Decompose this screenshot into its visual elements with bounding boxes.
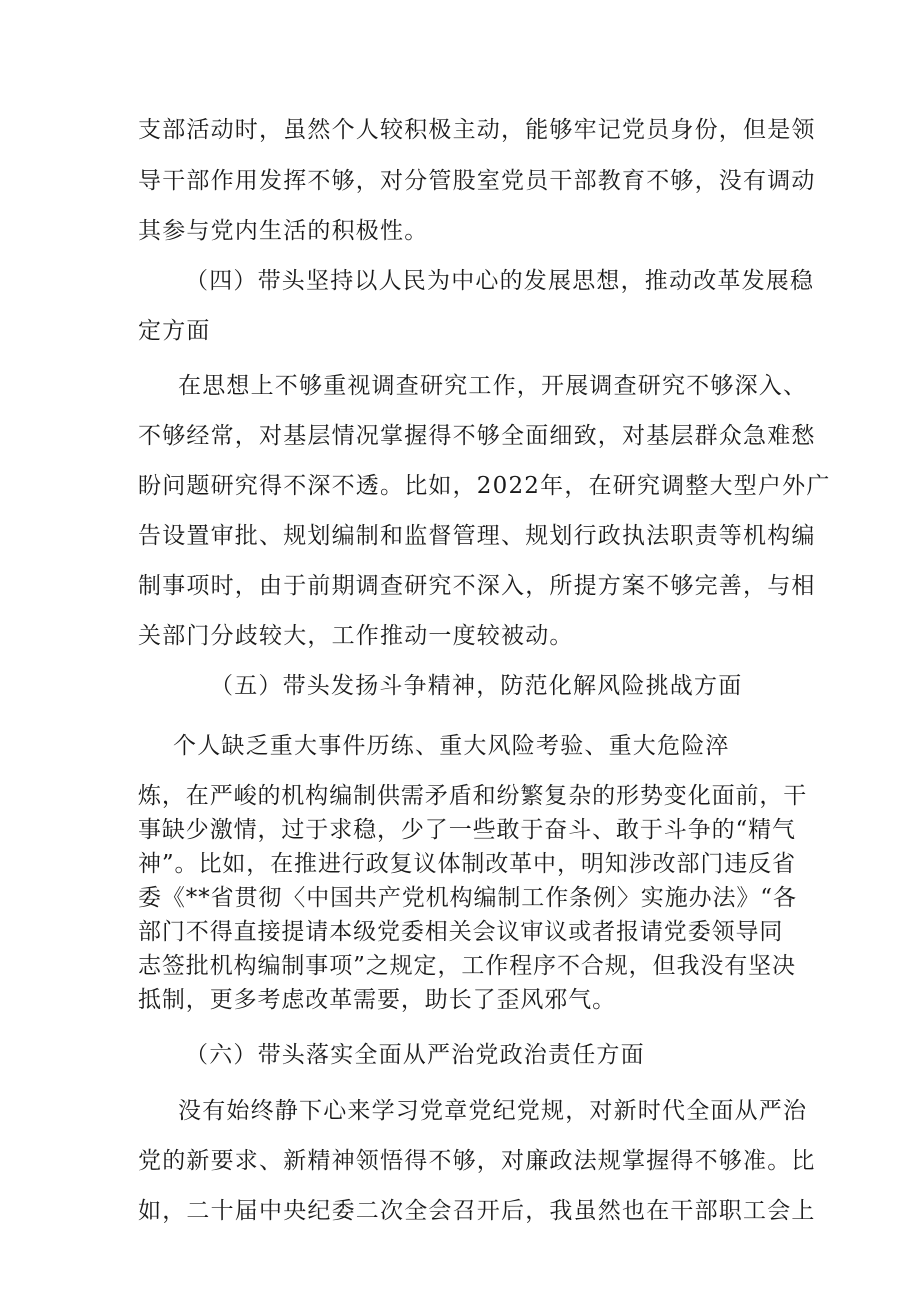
text-line: 导干部作用发挥不够，对分管股室党员干部教育不够，没有调动: [138, 168, 816, 194]
text-line: 制事项时，由于前期调查研究不深入，所提方案不够完善，与相: [138, 573, 816, 599]
text-line: 支部活动时，虽然个人较积极主动，能够牢记党员身份，但是领: [138, 117, 816, 143]
text-line: 神”。比如，在推进行政复议体制改革中，明知涉改部门违反省: [138, 851, 796, 877]
text-line: 盼问题研究得不深不透。比如，2022年，在研究调整大型户外广: [138, 473, 831, 499]
text-line: 关部门分歧较大，工作推动一度较被动。: [138, 623, 574, 649]
heading-line: 定方面: [138, 318, 211, 344]
text-line: 部门不得直接提请本级党委相关会议审议或者报请党委领导同: [138, 919, 784, 945]
text-line: 志签批机构编制事项”之规定，工作程序不合规，但我没有坚决: [138, 953, 796, 979]
text-line: 个人缺乏重大事件历练、重大风险考验、重大危险淬: [173, 733, 730, 759]
text-line: 抵制，更多考虑改革需要，助长了歪风邪气。: [138, 987, 616, 1013]
text-line: 党的新要求、新精神领悟得不够，对廉政法规掌握得不够准。比: [138, 1148, 816, 1174]
heading-line: （六）带头落实全面从严治党政治责任方面: [185, 1042, 645, 1068]
text-line: 告设置审批、规划编制和监督管理、规划行政执法职责等机构编: [138, 523, 816, 549]
text-line: 事缺少激情，过于求稳，少了一些敢于奋斗、敢于斗争的“精气: [138, 817, 796, 843]
text-line: 在思想上不够重视调查研究工作，开展调查研究不够深入、: [178, 373, 808, 399]
heading-line: （四）带头坚持以人民为中心的发展思想，推动改革发展稳: [185, 268, 815, 294]
text-line: 炼，在严峻的机构编制供需矛盾和纷繁复杂的形势变化面前，干: [138, 783, 808, 809]
heading-line: （五）带头发扬斗争精神，防范化解风险挑战方面: [210, 673, 743, 699]
text-line: 其参与党内生活的积极性。: [138, 218, 429, 244]
text-line: 如，二十届中央纪委二次全会召开后，我虽然也在干部职工会上: [138, 1198, 816, 1224]
text-line: 委《**省贯彻〈中国共产党机构编制工作条例〉实施办法》“各: [138, 885, 797, 911]
text-line: 没有始终静下心来学习党章党纪党规，对新时代全面从严治: [178, 1098, 808, 1124]
text-line: 不够经常，对基层情况掌握得不够全面细致，对基层群众急难愁: [138, 423, 816, 449]
